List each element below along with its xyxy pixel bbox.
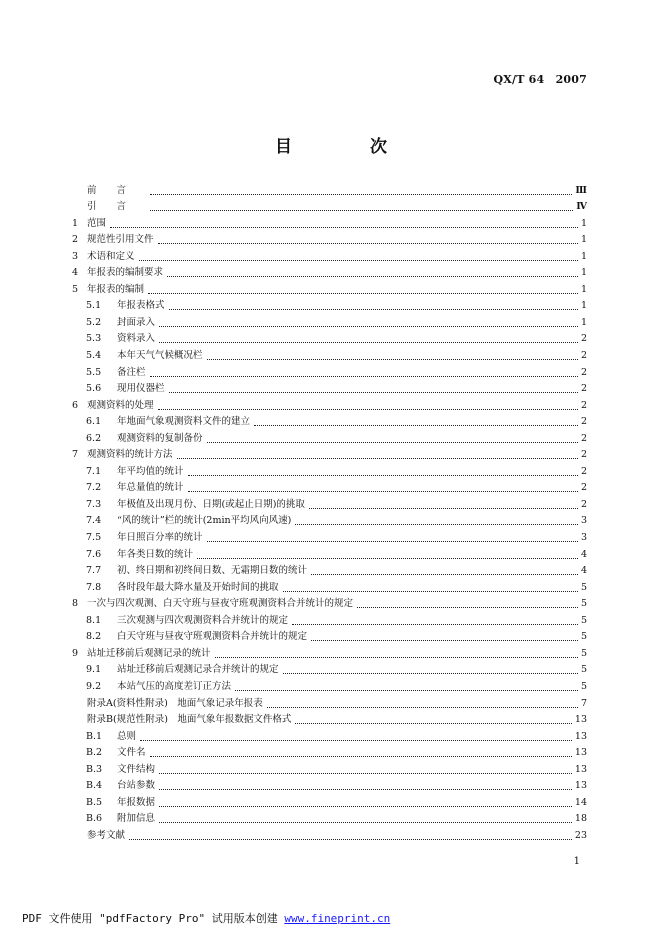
toc-leader-dots (140, 740, 572, 741)
toc-entry-page: 2 (580, 432, 587, 444)
toc-entry-number: 7.5 (86, 532, 102, 544)
toc-entry-number: B.5 (86, 796, 103, 808)
toc-entry-page: 5 (580, 680, 587, 692)
toc-entry-page: 4 (580, 548, 587, 560)
toc-entry-page: 5 (580, 598, 587, 610)
toc-entry-number: 7.3 (86, 498, 102, 510)
toc-entry-page: 2 (580, 333, 587, 345)
toc-leader-dots (207, 442, 578, 443)
toc-leader-dots (139, 260, 578, 261)
toc-entry-page: 1 (580, 267, 587, 279)
toc-entry-label: 文件结构 (117, 763, 156, 775)
toc-leader-dots (283, 591, 578, 592)
toc-entry-page: 13 (574, 730, 587, 742)
toc-entry[interactable] (72, 412, 587, 429)
toc-entry-label: 规范性引用文件 (87, 234, 154, 246)
toc-entry-label: 三次观测与四次观测资料合并统计的规定 (117, 614, 289, 626)
toc-entry-label: 初、终日期和初终间日数、无霜期日数的统计 (117, 565, 308, 577)
toc-entry-label: 站址迁移前后观测记录合并统计的规定 (117, 664, 279, 676)
toc-entry-page: 7 (580, 697, 587, 709)
toc-entry-page: 13 (574, 780, 587, 792)
toc-entry-page: 23 (574, 829, 587, 841)
toc-entry-page: 5 (580, 647, 587, 659)
toc-entry-number: 7.2 (86, 482, 102, 494)
toc-entry-page: 5 (580, 664, 587, 676)
toc-leader-dots (309, 508, 578, 509)
toc-leader-dots (311, 640, 578, 641)
standard-code: QX/T 64 2007 (493, 73, 587, 86)
toc-entry-number: 9.2 (86, 680, 102, 692)
toc-leader-dots (150, 376, 578, 377)
toc-leader-dots (177, 458, 578, 459)
toc-entry-number: 5 (72, 283, 79, 295)
toc-leader-dots (150, 194, 572, 195)
toc-entry[interactable] (72, 180, 587, 197)
toc-entry[interactable] (72, 329, 587, 346)
toc-entry-page: Ⅲ (575, 184, 587, 196)
toc-entry[interactable] (72, 246, 587, 263)
toc-entry-page: 13 (574, 763, 587, 775)
toc-entry-number: 7.6 (86, 548, 102, 560)
toc-leader-dots (295, 524, 578, 525)
toc-leader-dots (169, 309, 578, 310)
toc-leader-dots (207, 359, 578, 360)
toc-entry-number: 6.1 (86, 416, 102, 428)
toc-entry-label: 附录B(规范性附录) 地面气象年报数据文件格式 (87, 714, 292, 726)
toc-entry-label: 范围 (87, 217, 107, 229)
toc-leader-dots (311, 574, 578, 575)
toc-entry[interactable] (72, 809, 587, 826)
toc-entry-page: 2 (580, 465, 587, 477)
toc-entry-label: 一次与四次观测、白天守班与昼夜守班观测资料合并统计的规定 (87, 598, 354, 610)
toc-entry[interactable] (72, 759, 587, 776)
toc-entry-page: 3 (580, 515, 587, 527)
toc-entry-number: 4 (72, 267, 79, 279)
toc-entry[interactable] (72, 279, 587, 296)
toc-entry[interactable] (72, 726, 587, 743)
toc-leader-dots (158, 409, 578, 410)
toc-entry[interactable] (72, 577, 587, 594)
toc-leader-dots (167, 276, 578, 277)
toc-entry[interactable] (72, 825, 587, 842)
toc-entry-page: 2 (580, 350, 587, 362)
toc-entry-number: B.4 (86, 780, 103, 792)
toc-entry-label: 台站参数 (117, 780, 156, 792)
toc-entry-number: 3 (72, 250, 79, 262)
toc-leader-dots (235, 690, 578, 691)
toc-entry-page: 1 (580, 234, 587, 246)
toc-leader-dots (159, 773, 572, 774)
toc-entry-number: 2 (72, 234, 79, 246)
toc-entry-label: 年报表格式 (117, 300, 165, 312)
toc-entry[interactable] (72, 643, 587, 660)
toc-entry-label: 年极值及出现月份、日期(或起止日期)的挑取 (117, 498, 305, 510)
toc-leader-dots (357, 607, 578, 608)
toc-leader-dots (159, 342, 578, 343)
toc-entry-page: 13 (574, 747, 587, 759)
toc-leader-dots (188, 491, 578, 492)
toc-title: 目 次 (275, 137, 423, 157)
toc-entry-page: 2 (580, 498, 587, 510)
toc-entry-page: 5 (580, 614, 587, 626)
toc-entry-label: 各时段年最大降水量及开始时间的挑取 (117, 581, 279, 593)
footer-link[interactable]: www.fineprint.cn (284, 912, 391, 925)
toc-entry-label: 本站气压的高度差订正方法 (117, 680, 232, 692)
toc-leader-dots (158, 243, 578, 244)
toc-entry[interactable] (72, 230, 587, 247)
toc-entry-page: 13 (574, 714, 587, 726)
toc-entry-number: B.6 (86, 813, 103, 825)
toc-leader-dots (159, 789, 572, 790)
toc-entry-label: 附加信息 (117, 813, 156, 825)
toc-leader-dots (110, 227, 578, 228)
toc-entry-page: 4 (580, 565, 587, 577)
toc-leader-dots (169, 392, 578, 393)
toc-entry-page: 2 (580, 366, 587, 378)
toc-entry-page: 5 (580, 581, 587, 593)
toc-entry[interactable] (72, 676, 587, 693)
toc-entry-label: 资料录入 (117, 333, 156, 345)
toc-leader-dots (207, 541, 578, 542)
toc-entry[interactable] (72, 395, 587, 412)
toc-entry-number: 5.3 (86, 333, 102, 345)
toc-entry-number: 8.2 (86, 631, 102, 643)
toc-entry-label: 白天守班与昼夜守班观测资料合并统计的规定 (117, 631, 308, 643)
toc-entry[interactable] (72, 345, 587, 362)
toc-entry-number: 5.1 (86, 300, 102, 312)
toc-entry-page: 2 (580, 482, 587, 494)
toc-entry[interactable] (72, 263, 587, 280)
toc-entry[interactable] (72, 627, 587, 644)
toc-entry[interactable] (72, 296, 587, 313)
toc-entry-page: Ⅳ (576, 201, 587, 213)
toc-entry-number: 8.1 (86, 614, 102, 626)
toc-entry-label: 年报表的编制 (87, 283, 145, 295)
footer-text: PDF 文件使用 "pdfFactory Pro" 试用版本创建 (22, 912, 285, 925)
toc-entry[interactable] (72, 461, 587, 478)
toc-entry[interactable] (72, 693, 587, 710)
toc-entry[interactable] (72, 710, 587, 727)
toc-entry-page: 1 (580, 250, 587, 262)
toc-entry[interactable] (72, 312, 587, 329)
toc-entry-number: 7.8 (86, 581, 102, 593)
toc-entry-number: 6 (72, 399, 79, 411)
toc-entry-label: 观测资料的处理 (87, 399, 154, 411)
toc-entry-page: 2 (580, 449, 587, 461)
toc-entry-label: 参考文献 (87, 829, 126, 841)
toc-entry-number: 9 (72, 647, 79, 659)
toc-entry-label: 术语和定义 (87, 250, 135, 262)
toc-entry-label: 文件名 (117, 747, 146, 759)
toc-entry-page: 5 (580, 631, 587, 643)
toc-entry[interactable] (72, 428, 587, 445)
toc-leader-dots (150, 756, 572, 757)
toc-entry-label: 年地面气象观测资料文件的建立 (117, 416, 251, 428)
toc-entry-label: 封面录入 (117, 316, 156, 328)
toc-entry[interactable] (72, 494, 587, 511)
toc-entry-number: 7.4 (86, 515, 102, 527)
toc-leader-dots (283, 673, 578, 674)
toc-entry-number: 7 (72, 449, 79, 461)
toc-entry-label: 附录A(资料性附录) 地面气象记录年报表 (87, 697, 263, 709)
toc-entry-label: 本年天气气候概况栏 (117, 350, 203, 362)
toc-leader-dots (267, 707, 578, 708)
toc-entry[interactable] (72, 544, 587, 561)
toc-entry-label: 观测资料的复制备份 (117, 432, 203, 444)
toc-entry-page: 1 (580, 316, 587, 328)
toc-leader-dots (159, 806, 572, 807)
toc-entry-label: 备注栏 (117, 366, 146, 378)
toc-entry[interactable] (72, 792, 587, 809)
toc-entry-label: 现用仪器栏 (117, 383, 165, 395)
toc-entry[interactable] (72, 594, 587, 611)
toc-entry-page: 1 (580, 300, 587, 312)
toc-entry-page: 1 (580, 283, 587, 295)
toc-entry-label: 前言 (87, 184, 147, 196)
toc-entry[interactable] (72, 743, 587, 760)
pdf-footer-note (22, 910, 390, 926)
toc-entry-label: 年报表的编制要求 (87, 267, 164, 279)
toc-entry-page: 14 (574, 796, 587, 808)
toc-entry[interactable] (72, 197, 587, 214)
toc-entry[interactable] (72, 776, 587, 793)
toc-leader-dots (295, 723, 572, 724)
toc-entry-page: 2 (580, 383, 587, 395)
toc-entry-page: 2 (580, 416, 587, 428)
toc-entry-label: 站址迁移前后观测记录的统计 (87, 647, 211, 659)
toc-entry[interactable] (72, 511, 587, 528)
toc-leader-dots (215, 657, 578, 658)
toc-entry-number: 6.2 (86, 432, 102, 444)
toc-entry-label: 年各类日数的统计 (117, 548, 194, 560)
toc-entry-label: 年总量值的统计 (117, 482, 184, 494)
toc-entry-number: 5.5 (86, 366, 102, 378)
toc-entry-number: 1 (72, 217, 79, 229)
toc-entry-page: 3 (580, 532, 587, 544)
toc-entry-number: B.2 (86, 747, 103, 759)
toc-leader-dots (150, 210, 573, 211)
toc-leader-dots (129, 839, 572, 840)
toc-entry-number: 8 (72, 598, 79, 610)
toc-entry-label: 年日照百分率的统计 (117, 532, 203, 544)
toc-entry[interactable] (72, 478, 587, 495)
toc-entry-page: 1 (580, 217, 587, 229)
toc-entry-number: 5.4 (86, 350, 102, 362)
toc-entry-number: 7.7 (86, 565, 102, 577)
toc-leader-dots (197, 558, 578, 559)
toc-entry[interactable] (72, 561, 587, 578)
toc-leader-dots (159, 326, 578, 327)
toc-entry-label: 年报数据 (117, 796, 156, 808)
toc-leader-dots (148, 293, 578, 294)
toc-entry-number: B.3 (86, 763, 103, 775)
toc-entry-label: 引言 (87, 201, 147, 213)
toc-entry-label: 年平均值的统计 (117, 465, 184, 477)
toc-entry[interactable] (72, 610, 587, 627)
toc-entry-page: 18 (574, 813, 587, 825)
toc-entry-number: 5.2 (86, 316, 102, 328)
toc-entry[interactable] (72, 445, 587, 462)
toc-entry-number: 5.6 (86, 383, 102, 395)
toc-leader-dots (159, 822, 572, 823)
toc-entry-number: 7.1 (86, 465, 102, 477)
toc-entry-label: 总则 (117, 730, 137, 742)
toc-entry-page: 2 (580, 399, 587, 411)
table-of-contents (72, 180, 587, 842)
toc-entry-number: B.1 (86, 730, 103, 742)
toc-entry[interactable] (72, 362, 587, 379)
toc-entry[interactable] (72, 379, 587, 396)
toc-entry-number: 9.1 (86, 664, 102, 676)
toc-entry-label: 观测资料的统计方法 (87, 449, 173, 461)
toc-leader-dots (292, 624, 578, 625)
page-number: 1 (573, 856, 580, 867)
toc-entry[interactable] (72, 527, 587, 544)
toc-leader-dots (254, 425, 578, 426)
toc-leader-dots (188, 475, 578, 476)
toc-entry-label: “风的统计”栏的统计(2min平均风向风速) (117, 515, 292, 527)
toc-entry[interactable] (72, 660, 587, 677)
toc-entry[interactable] (72, 213, 587, 230)
